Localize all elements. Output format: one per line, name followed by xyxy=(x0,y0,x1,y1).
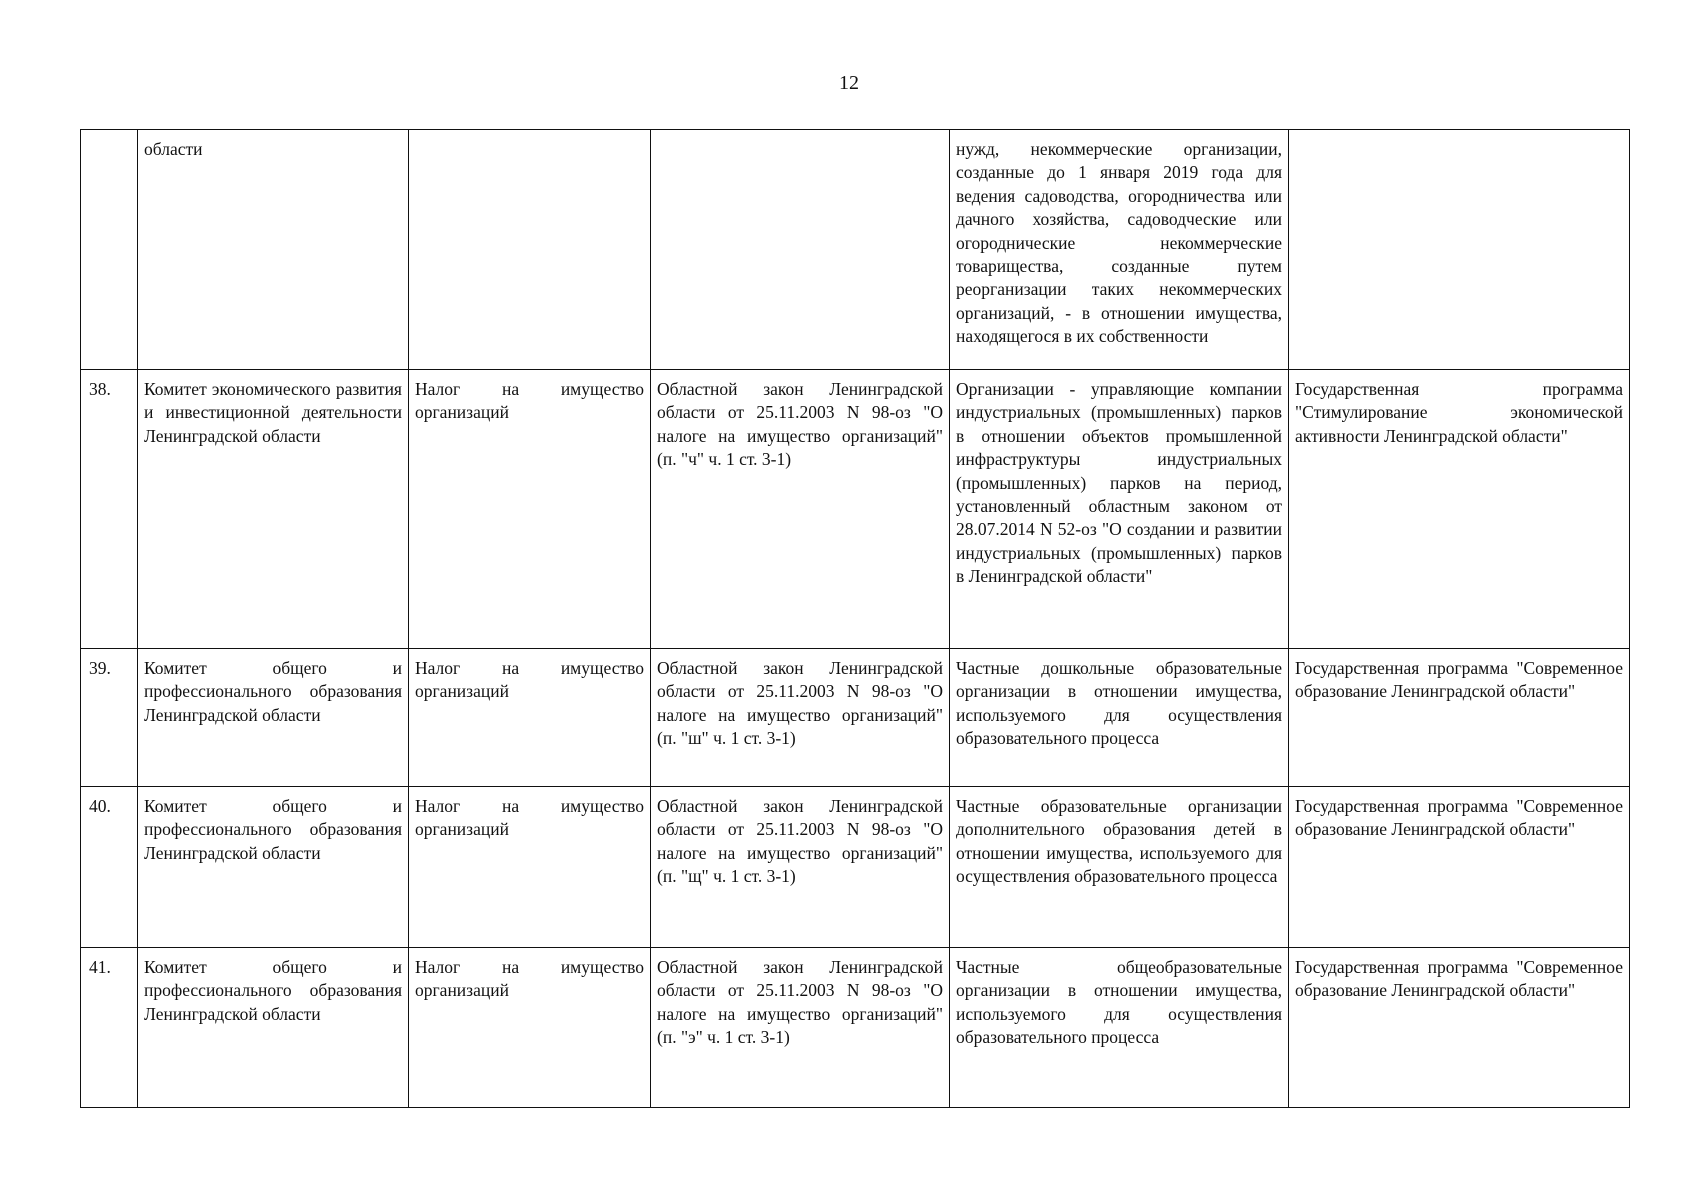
program-cell: Государственная программа "Современное образование Ленинградской области" xyxy=(1289,948,1630,1108)
law-cell: Областной закон Ленинградской области от 25.11.2003 N 98-оз "О налоге на имущество организаций" (п. "ч" ч. 1 ст. 3-1) xyxy=(651,370,950,649)
program-cell: Государственная программа "Современное образование Ленинградской области" xyxy=(1289,649,1630,787)
page-number: 12 xyxy=(839,72,859,94)
authority-cell: Комитет общего и профессионального образования Ленинградской области xyxy=(138,787,409,948)
row-number: 41. xyxy=(81,948,138,1108)
program-cell: Государственная программа "Современное образование Ленинградской области" xyxy=(1289,787,1630,948)
beneficiaries-cell: Частные дошкольные образовательные организации в отношении имущества, используемого для осуществления образовательного процесса xyxy=(950,649,1289,787)
table-row xyxy=(81,370,1630,649)
authority-cell: Комитет общего и профессионального образования Ленинградской области xyxy=(138,948,409,1108)
tax-cell: Налог на имущество организаций xyxy=(409,649,651,787)
authority-cell: области xyxy=(138,130,409,370)
tax-benefits-table xyxy=(80,129,1630,1108)
law-cell xyxy=(651,130,950,370)
authority-cell: Комитет общего и профессионального образования Ленинградской области xyxy=(138,649,409,787)
program-cell: Государственная программа "Стимулирование экономической активности Ленинградской области" xyxy=(1289,370,1630,649)
tax-cell: Налог на имущество организаций xyxy=(409,948,651,1108)
row-number: 39. xyxy=(81,649,138,787)
law-cell: Областной закон Ленинградской области от 25.11.2003 N 98-оз "О налоге на имущество организаций" (п. "э" ч. 1 ст. 3-1) xyxy=(651,948,950,1108)
row-number xyxy=(81,130,138,370)
row-number: 38. xyxy=(81,370,138,649)
beneficiaries-cell: нужд, некоммерческие организации, созданные до 1 января 2019 года для ведения садоводства, огородничества или дачного хозяйства, садоводческие или огороднические некоммерческие товарищества, созданные путем реорганизации таких некоммерческих организаций, - в отношении имущества, находящегося в их собственности xyxy=(950,130,1289,370)
law-cell: Областной закон Ленинградской области от 25.11.2003 N 98-оз "О налоге на имущество организаций" (п. "щ" ч. 1 ст. 3-1) xyxy=(651,787,950,948)
authority-cell: Комитет экономического развития и инвестиционной деятельности Ленинградской области xyxy=(138,370,409,649)
row-number: 40. xyxy=(81,787,138,948)
tax-cell: Налог на имущество организаций xyxy=(409,370,651,649)
beneficiaries-cell: Частные образовательные организации дополнительного образования детей в отношении имущества, используемого для осуществления образовательного процесса xyxy=(950,787,1289,948)
table-row xyxy=(81,130,1630,370)
table-row xyxy=(81,787,1630,948)
tax-cell xyxy=(409,130,651,370)
beneficiaries-cell: Организации - управляющие компании индустриальных (промышленных) парков в отношении объектов промышленной инфраструктуры индустриальных (промышленных) парков на период, установленный областным законом от 28.07.2014 N 52-оз "О создании и развитии индустриальных (промышленных) парков в Ленинградской области" xyxy=(950,370,1289,649)
tax-cell: Налог на имущество организаций xyxy=(409,787,651,948)
table-row xyxy=(81,948,1630,1108)
program-cell xyxy=(1289,130,1630,370)
law-cell: Областной закон Ленинградской области от 25.11.2003 N 98-оз "О налоге на имущество организаций" (п. "ш" ч. 1 ст. 3-1) xyxy=(651,649,950,787)
beneficiaries-cell: Частные общеобразовательные организации в отношении имущества, используемого для осуществления образовательного процесса xyxy=(950,948,1289,1108)
table-row xyxy=(81,649,1630,787)
